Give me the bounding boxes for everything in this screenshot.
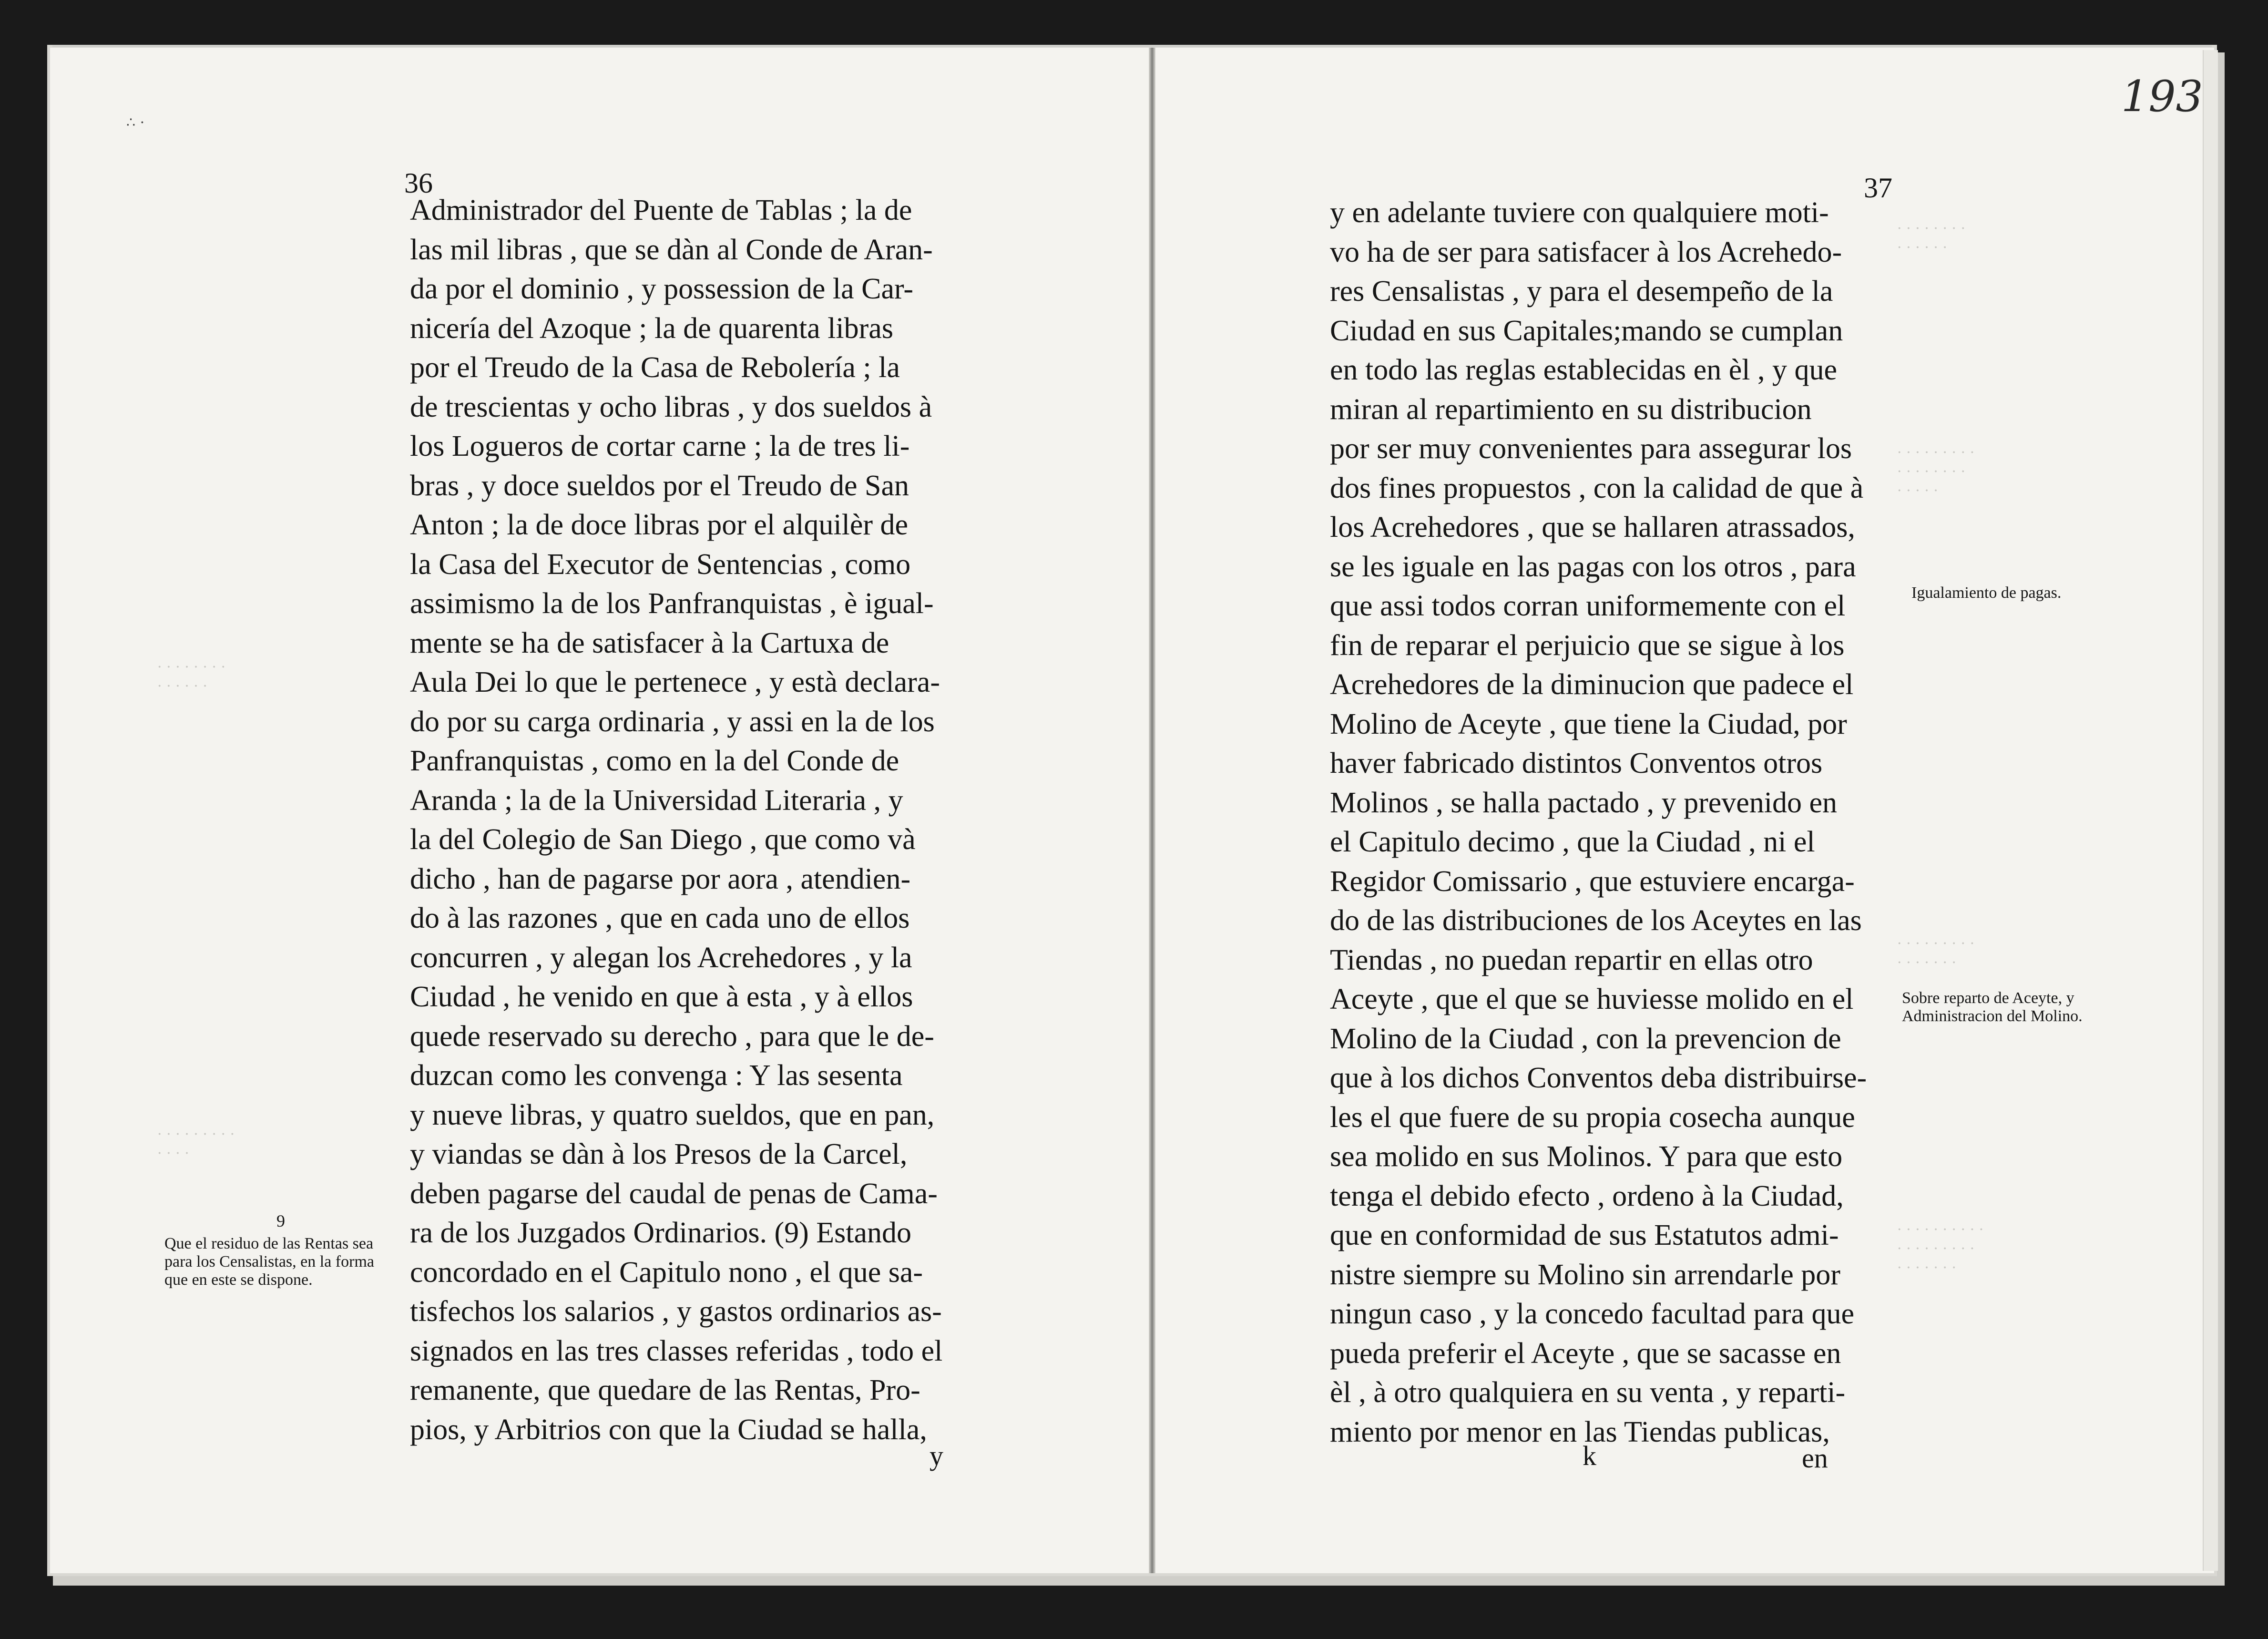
text-line: pios, y Arbitrios con que la Ciudad se halla, (410, 1413, 927, 1446)
text-line: Ciudad , he venido en que à esta , y à ellos (410, 981, 913, 1013)
text-line: en todo las reglas establecidas en èl , y que (1330, 354, 1837, 386)
text-line: bras , y doce sueldos por el Treudo de San (410, 469, 909, 502)
text-line: do de las distribuciones de los Aceytes en las (1330, 904, 1862, 937)
text-line: assimismo la de los Panfranquistas , è igual- (410, 587, 934, 620)
text-line: fin de reparar el perjuicio que se sigue à los (1330, 629, 1845, 662)
text-line: duzcan como les convenga : Y las sesenta (410, 1059, 903, 1092)
text-line: y viandas se dàn à los Presos de la Carcel, (410, 1138, 908, 1170)
text-line: concurren , y alegan los Acrehedores , y la (410, 941, 912, 974)
text-line: haver fabricado distintos Conventos otros (1330, 747, 1823, 779)
left-catchword: y (930, 1440, 943, 1471)
text-line: dicho , han de pagarse por aora , atendien- (410, 862, 911, 895)
text-line: vo ha de ser para satisfacer à los Acrehedo- (1330, 236, 1842, 268)
right-signature-mark: k (1583, 1440, 1596, 1471)
text-line: Tiendas , no puedan repartir en ellas otro (1330, 943, 1813, 976)
text-line: las mil libras , que se dàn al Conde de Aran- (410, 233, 933, 266)
text-line: que en conformidad de sus Estatutos admi- (1330, 1219, 1839, 1251)
bleed-through-text: · · · · · · · · · · · · · · · · (1897, 935, 1975, 971)
text-line: que assi todos corran uniformemente con el (1330, 590, 1846, 622)
text-line: Aceyte , que el que se huviesse molido en el (1330, 983, 1854, 1015)
left-page-body (410, 191, 942, 1449)
text-line: se les iguale en las pagas con los otros , para (1330, 550, 1856, 583)
text-line: pueda preferir el Aceyte , que se sacasse en (1330, 1337, 1841, 1370)
right-margin-note-aceyte: Sobre reparto de Aceyte, y Administracion del Molino. (1902, 989, 2083, 1025)
open-book (50, 48, 2214, 1573)
text-line: Aula Dei lo que le pertenece , y està declara- (410, 666, 940, 698)
left-margin-note-number: 9 (276, 1211, 285, 1230)
text-line: quede reservado su derecho , para que le de- (410, 1020, 934, 1053)
text-line: nicería del Azoque ; la de quarenta libras (410, 312, 893, 345)
text-line: Regidor Comissario , que estuviere encarga- (1330, 865, 1855, 898)
text-line: los Logueros de cortar carne ; la de tres li- (410, 430, 910, 462)
text-line: y nueve libras, y quatro sueldos, que en pan, (410, 1098, 935, 1131)
text-line: el Capitulo decimo , que la Ciudad , ni el (1330, 826, 1815, 858)
text-line: Administrador del Puente de Tablas ; la de (410, 194, 912, 226)
text-line: tisfechos los salarios , y gastos ordinarios as- (410, 1295, 942, 1328)
text-line: y en adelante tuviere con qualquiere moti- (1330, 196, 1829, 229)
text-line: èl , à otro qualquiera en su venta , y reparti- (1330, 1376, 1846, 1409)
text-line: Molinos , se halla pactado , y prevenido en (1330, 786, 1838, 819)
right-page-number: 37 (1864, 172, 1892, 204)
text-line: que à los dichos Conventos deba distribuirse- (1330, 1062, 1867, 1094)
left-margin-note: Que el residuo de las Rentas sea para los Censalistas, en la forma que en este se dispone. (164, 1235, 374, 1289)
text-line: ra de los Juzgados Ordinarios. (9) Estando (410, 1217, 912, 1249)
text-line: de trescientas y ocho libras , y dos sueldos à (410, 390, 932, 423)
text-line: los Acrehedores , que se hallaren atrassados, (1330, 511, 1855, 543)
right-margin-note-pagas: Igualamiento de pagas. (1911, 584, 2062, 602)
text-line: la Casa del Executor de Sentencias , como (410, 548, 911, 581)
text-line: sea molido en sus Molinos. Y para que esto (1330, 1140, 1843, 1173)
text-line: da por el dominio , y possession de la Car- (410, 273, 914, 305)
text-line: la del Colegio de San Diego , que como và (410, 823, 916, 856)
bleed-through-text: · · · · · · · · · · · · · (157, 1126, 235, 1162)
corner-mark: ∴ · (126, 114, 145, 131)
text-line: res Censalistas , y para el desempeño de la (1330, 275, 1833, 307)
text-line: miento por menor en las Tiendas publicas, (1330, 1415, 1830, 1448)
text-line: Molino de la Ciudad , con la prevencion de (1330, 1022, 1841, 1055)
bleed-through-text: · · · · · · · · · · · · · · · · · · · · · · (1897, 444, 1975, 499)
text-line: do por su carga ordinaria , y assi en la de los (410, 705, 935, 738)
text-line: Ciudad en sus Capitales;mando se cumplan (1330, 314, 1843, 347)
text-line: Aranda ; la de la Universidad Literaria , y (410, 784, 903, 817)
text-line: Molino de Aceyte , que tiene la Ciudad, por (1330, 707, 1847, 740)
text-line: concordado en el Capitulo nono , el que sa- (410, 1256, 923, 1289)
bleed-through-text: · · · · · · · · · · · · · · (157, 659, 226, 695)
text-line: remanente, que quedare de las Rentas, Pro- (410, 1374, 920, 1406)
text-line: signados en las tres classes referidas , todo el (410, 1334, 943, 1367)
text-line: tenga el debido efecto , ordeno à la Ciudad, (1330, 1179, 1844, 1212)
text-line: les el que fuere de su propia cosecha aunque (1330, 1101, 1855, 1134)
text-line: ningun caso , y la concedo facultad para que (1330, 1298, 1855, 1330)
text-line: Panfranquistas , como en la del Conde de (410, 745, 899, 777)
text-line: Acrehedores de la diminucion que padece el (1330, 668, 1854, 701)
text-line: mente se ha de satisfacer à la Cartuxa de (410, 626, 889, 659)
text-line: dos fines propuestos , con la calidad de que à (1330, 471, 1864, 504)
text-line: Anton ; la de doce libras por el alquilèr de (410, 509, 909, 541)
book-spine (1149, 48, 1155, 1573)
folio-number: 193 (2121, 72, 2203, 122)
text-line: deben pagarse del caudal de penas de Cama- (410, 1177, 938, 1210)
right-page-body (1330, 193, 1867, 1452)
page-edge-right (2203, 50, 2218, 1571)
page-stack-edge (52, 45, 2212, 61)
text-line: por ser muy convenientes para assegurar los (1330, 432, 1852, 465)
text-line: miran al repartimiento en su distribucion (1330, 393, 1812, 426)
text-line: por el Treudo de la Casa de Rebolería ; la (410, 351, 900, 384)
text-line: nistre siempre su Molino sin arrendarle por (1330, 1258, 1840, 1291)
right-catchword: en (1802, 1443, 1828, 1474)
text-line: do à las razones , que en cada uno de ellos (410, 902, 910, 934)
bleed-through-text: · · · · · · · · · · · · · · · · · · · · · · · · · · (1897, 1221, 1984, 1276)
left-page-number: 36 (404, 167, 433, 199)
bleed-through-text: · · · · · · · · · · · · · · (1897, 220, 1966, 256)
